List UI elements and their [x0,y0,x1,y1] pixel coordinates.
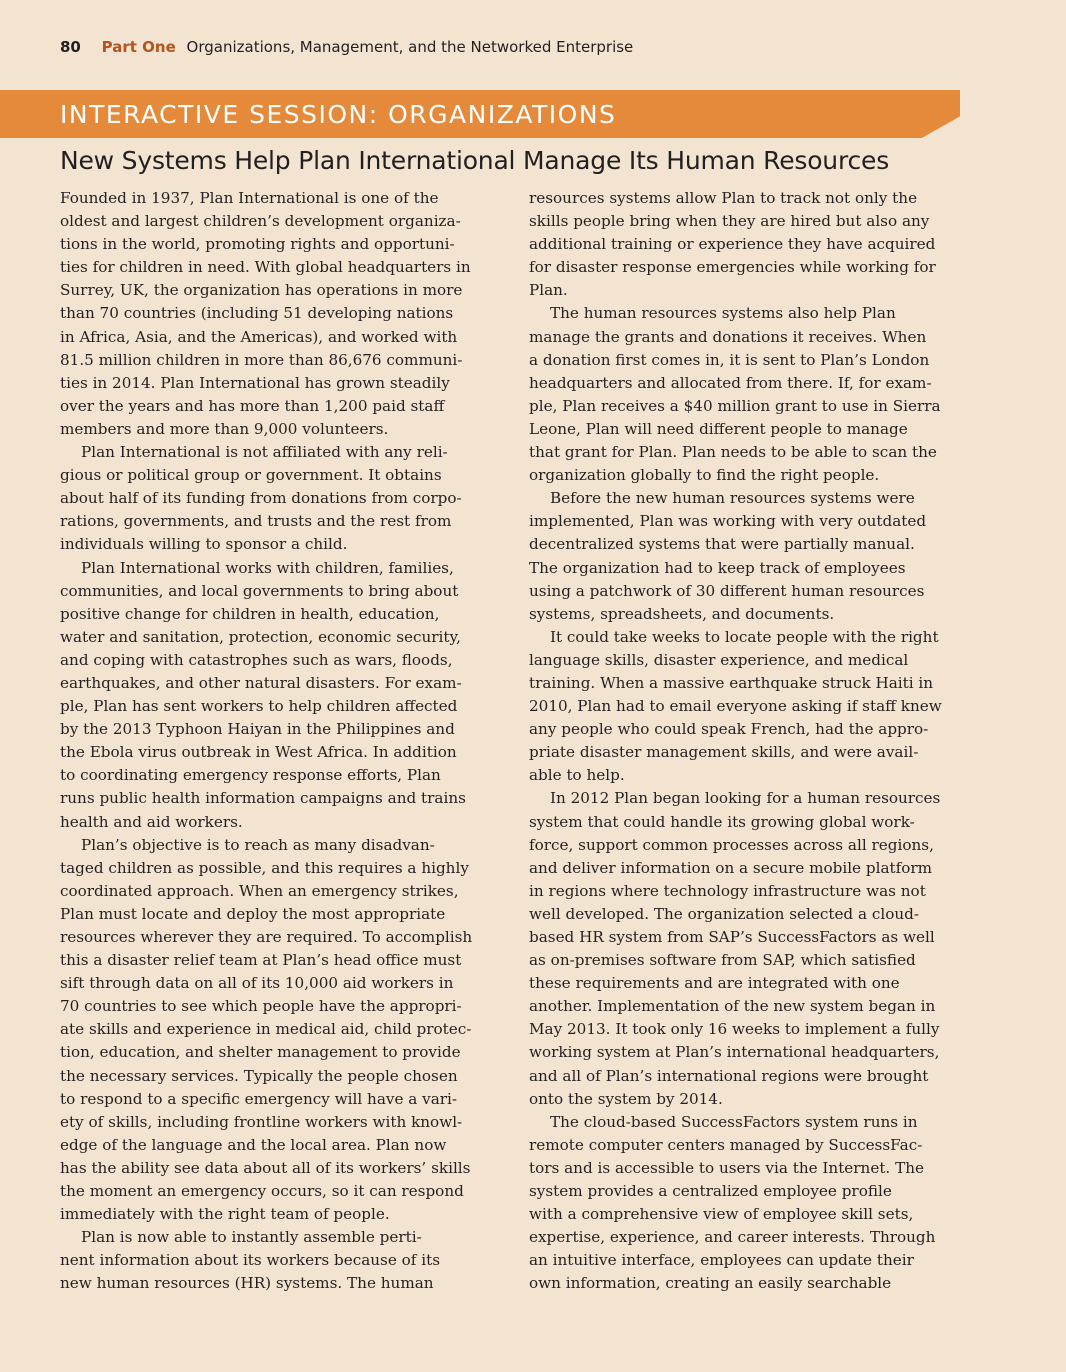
text-line: communities, and local governments to bring about [60,581,459,600]
text-line: the necessary services. Typically the people chosen [60,1066,458,1085]
text-line: ple, Plan has sent workers to help children affected [60,697,458,716]
text-line: gious or political group or government. It obtains [60,466,442,485]
text-line: tion, education, and shelter management to provide [60,1043,461,1062]
text-line: The cloud-based SuccessFactors system runs in [550,1112,918,1131]
page-number: 80 [60,38,81,56]
text-line: Plan is now able to instantly assemble perti- [81,1228,422,1247]
text-line: and coping with catastrophes such as wars, floods, [60,650,453,669]
text-line: ties for children in need. With global headquarters in [60,258,471,277]
text-line: with a comprehensive view of employee skill sets, [529,1205,914,1224]
text-line: ple, Plan receives a $40 million grant to use in Sierra [529,396,941,415]
text-line: the moment an emergency occurs, so it can respond [60,1182,464,1201]
text-line: Founded in 1937, Plan International is one of the [60,189,439,207]
text-line: oldest and largest children’s development organiza- [60,212,461,231]
text-line: in Africa, Asia, and the Americas), and worked with [60,327,458,346]
text-line: coordinated approach. When an emergency strikes, [60,881,459,900]
text-line: Before the new human resources systems were [550,489,915,508]
text-line: 70 countries to see which people have the appropri- [60,997,462,1016]
text-line: force, support common processes across all regions, [529,835,934,854]
text-line: than 70 countries (including 51 developing nations [60,304,454,323]
text-line: tors and is accessible to users via the Internet. The [529,1158,924,1177]
text-line: tions in the world, promoting rights and opportuni- [60,235,455,254]
text-line: individuals willing to sponsor a child. [60,535,348,554]
text-line: these requirements and are integrated with one [529,974,900,993]
text-line: systems, spreadsheets, and documents. [529,604,835,623]
text-line: based HR system from SAP’s SuccessFactors as well [529,928,935,946]
text-line: as on-premises software from SAP, which satisfied [529,951,916,970]
text-line: in regions where technology infrastructure was not [529,881,926,900]
text-line: for disaster response emergencies while working for [529,258,936,277]
text-line: new human resources (HR) systems. The human [60,1274,434,1293]
left-text-column [60,187,492,1296]
text-line: using a patchwork of 30 different human resources [529,581,925,600]
text-line: and deliver information on a secure mobile platform [529,858,933,877]
text-line: able to help. [529,766,625,785]
right-text-column [529,187,961,1296]
text-line: The human resources systems also help Plan [550,304,896,323]
text-line: Leone, Plan will need different people to manage [529,419,908,438]
text-line: Plan International works with children, families, [81,558,454,577]
text-line: 81.5 million children in more than 86,676 communi- [60,350,463,369]
text-line: decentralized systems that were partially manual. [529,535,915,554]
text-line: rations, governments, and trusts and the rest from [60,512,452,531]
text-line: manage the grants and donations it receives. When [529,327,927,346]
text-line: The organization had to keep track of employees [529,558,906,577]
text-line: remote computer centers managed by SuccessFac- [529,1135,923,1154]
text-line: system that could handle its growing global work- [529,812,915,831]
part-label: Part One [101,38,176,56]
text-line: own information, creating an easily searchable [529,1274,892,1293]
text-line: additional training or experience they have acquired [529,235,936,254]
text-line: Surrey, UK, the organization has operations in more [60,281,463,300]
text-line: system provides a centralized employee profile [529,1182,892,1201]
text-line: priate disaster management skills, and were avail- [529,743,919,762]
text-line: this a disaster relief team at Plan’s head office must [60,951,462,970]
text-line: an intuitive interface, employees can update their [529,1251,914,1270]
text-line: May 2013. It took only 16 weeks to implement a fully [529,1020,940,1039]
running-header [60,38,633,56]
text-line: ate skills and experience in medical aid, child protec- [60,1020,472,1039]
text-line: immediately with the right team of people. [60,1205,390,1224]
text-line: implemented, Plan was working with very outdated [529,512,927,531]
text-line: It could take weeks to locate people with the right [550,627,939,646]
text-line: over the years and has more than 1,200 paid staff [60,396,445,415]
text-line: positive change for children in health, education, [60,604,440,623]
text-line: about half of its funding from donations from corpo- [60,489,462,508]
text-line: 2010, Plan had to email everyone asking if staff knew [529,697,942,716]
text-line: ety of skills, including frontline workers with knowl- [60,1112,463,1131]
text-line: ties in 2014. Plan International has grown steadily [60,373,450,392]
text-line: members and more than 9,000 volunteers. [60,419,389,438]
text-line: Plan International is not affiliated with any reli- [81,443,448,462]
text-line: training. When a massive earthquake struck Haiti in [529,673,934,692]
text-line: water and sanitation, protection, economic security, [60,627,461,646]
text-line: runs public health information campaigns and trains [60,789,466,808]
text-line: Plan. [529,281,568,300]
text-line: earthquakes, and other natural disasters. For exam- [60,673,462,692]
text-line: any people who could speak French, had the appro- [529,720,929,739]
text-line: taged children as possible, and this requires a highly [60,858,469,877]
text-line: organization globally to find the right people. [529,466,880,485]
session-banner-title: INTERACTIVE SESSION: ORGANIZATIONS [60,100,617,129]
text-line: to respond to a specific emergency will have a vari- [60,1089,458,1108]
text-line: expertise, experience, and career interests. Through [529,1228,936,1247]
text-line: In 2012 Plan began looking for a human resources [550,789,941,808]
text-line: nent information about its workers because of its [60,1251,441,1270]
text-line: well developed. The organization selected a cloud- [529,904,920,923]
text-line: has the ability see data about all of its workers’ skills [60,1158,471,1177]
text-line: by the 2013 Typhoon Haiyan in the Philippines and [60,720,455,739]
text-line: sift through data on all of its 10,000 aid workers in [60,974,454,993]
text-line: that grant for Plan. Plan needs to be able to scan the [529,443,937,462]
text-line: skills people bring when they are hired but also any [529,212,930,231]
text-line: edge of the language and the local area. Plan now [60,1135,447,1154]
article-title: New Systems Help Plan International Manage Its Human Resources [60,146,890,175]
text-line: headquarters and allocated from there. If, for exam- [529,373,932,392]
text-line: health and aid workers. [60,812,243,831]
text-line: another. Implementation of the new system began in [529,997,936,1016]
text-line: onto the system by 2014. [529,1089,723,1108]
text-line: to coordinating emergency response efforts, Plan [60,766,441,785]
text-line: Plan must locate and deploy the most appropriate [60,904,446,923]
text-line: resources systems allow Plan to track not only the [529,189,918,207]
text-line: and all of Plan’s international regions were brought [529,1066,929,1085]
text-line: language skills, disaster experience, and medical [529,650,909,669]
text-line: the Ebola virus outbreak in West Africa. In addition [60,743,457,762]
text-line: Plan’s objective is to reach as many disadvan- [81,835,435,854]
text-line: resources wherever they are required. To accomplish [60,928,473,946]
part-title: Organizations, Management, and the Networked Enterprise [186,38,634,56]
text-line: a donation first comes in, it is sent to Plan’s London [529,350,930,369]
text-line: working system at Plan’s international headquarters, [529,1043,940,1062]
